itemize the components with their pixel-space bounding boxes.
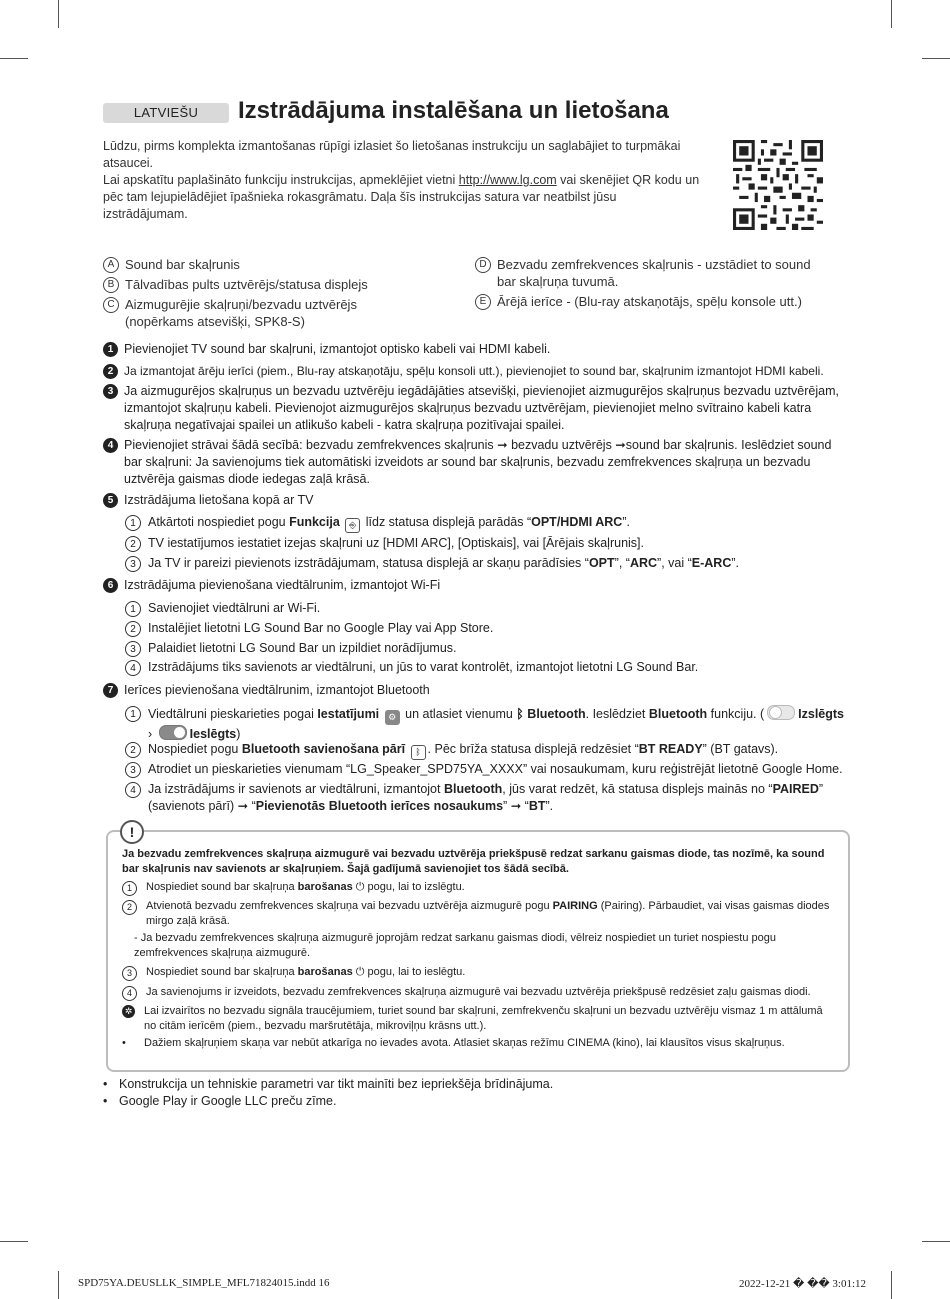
crop-mark [891,0,892,28]
legend-key: B [103,277,119,293]
sub-text: Instalējiet lietotni LG Sound Bar no Google Play vai App Store. [148,621,494,635]
sub-text: Atrodiet un pieskarieties vienumam “LG_Speaker_SPD75YA_XXXX” vai nosaukumam, kuru reģistrējāt lietotnē Google Home. [148,762,843,776]
sub-number: 3 [122,966,137,981]
bullet-text: Konstrukcija un tehniskie parametri var tikt mainīti bez iepriekšēja brīdinājuma. [119,1077,554,1091]
legend-right [475,256,825,313]
text-part: funkciju. ( [707,707,765,721]
language-tab: LATVIEŠU [103,103,229,123]
sub-number: 1 [125,706,141,722]
step-heading: Izstrādājuma lietošana kopā ar TV [124,493,314,507]
step-text [124,437,848,488]
legend-key: D [475,257,491,273]
settings-icon: ⚙ [385,710,400,725]
step-6-sub-4 [125,659,845,676]
bottom-bullet [103,1093,336,1110]
footer-file-info: SPD75YA.DEUSLLK_SIMPLE_MFL71824015.indd 16 [78,1277,330,1289]
step-5-sub-1 [125,514,845,533]
note-intro: Ja bezvadu zemfrekvences skaļruņa aizmugurē vai bezvadu uztvērēja priekšpusē redzat sarkanu gaismas diode, tas nozīmē, ka sound bar skaļrunis nav savienots ar skaļruņiem. Šajā gadījumā savienojiet tos šādā secībā. [122,848,825,875]
arrow-right-icon: ➞ [615,438,626,452]
text-part: Ja TV ir pareizi pievienots izstrādājumam, statusa displejā ar skaņu parādīsies “ [148,556,589,570]
intro-paragraph-2 [103,172,703,223]
note-bullet [122,1036,834,1051]
legend-item [103,276,403,293]
intro-text: vai skenējiet QR kodu un pēc tam lejupielādējiet īpašnieka rokasgrāmatu. Daļa šīs instrukcijas satura var neatbilst jūsu izstrādājumam. [103,173,700,221]
warning-icon: ! [120,820,144,844]
step-6-sub-2 [125,620,845,637]
text-part: Nospiediet pogu [148,742,242,756]
legend-item [475,293,825,310]
legend-item [475,256,825,290]
step-text: Ja aizmugurējos skaļruņus un bezvadu uztvērēju iegādājāties atsevišķi, pievienojiet aizmugurējos skaļruņus bezvadu uztvērējam, izmantojot skaļruņu kabeli. Pievienojot aizmugurējos skaļruņus bezvadu uztvērējam, pievienojiet melno svītraino kabeli katra skaļruņa negatīvajai spailei un atlikušo kabeli - katra skaļruņa pozitīvajai spailei. [124,384,839,432]
step-number: 2 [103,364,118,379]
legend-item [103,296,403,330]
sub-text: Izstrādājums tiks savienots ar viedtālruni, un jūs to varat kontrolēt, izmantojot lietotni LG Sound Bar. [148,660,699,674]
legend-text: Sound bar skaļrunis [125,257,240,272]
text-part: Funkcija [289,515,340,529]
step-4 [103,437,848,488]
text-part: ARC [629,556,658,570]
sub-text [148,705,844,743]
sub-number: 1 [125,601,141,617]
step-number: 4 [103,438,118,453]
note-text: Lai izvairītos no bezvadu signāla traucējumiem, turiet sound bar skaļruni, zemfrekvenču skaļruni un bezvadu uztvērēju vismaz 1 m attālumā no citām ierīcēm (piem., bezvadu maršrutētāja, mikroviļņu krāsns utt.). [144,1005,823,1032]
step-6-sub-3 [125,640,845,657]
step-number: 3 [103,384,118,399]
note-step-1 [122,880,834,896]
step-7-sub-2 [125,741,845,760]
text-part: ” [503,799,511,813]
legend-text: Aizmugurējie skaļruņi/bezvadu uztvērējs (nopērkams atsevišķi, SPK8-S) [125,297,357,329]
note-tip [122,1004,834,1034]
text-part: ”. [731,556,739,570]
text-part: Bluetooth [443,782,503,796]
text-part: Pievienotās Bluetooth ierīces nosaukums [255,799,504,813]
intro-paragraph-1: Lūdzu, pirms komplekta izmantošanas rūpīgi izlasiet šo lietošanas instrukciju un saglabājiet to turpmākai atsaucei. [103,139,681,170]
step-text-part: Pievienojiet strāvai šādā secībā: bezvadu zemfrekvences skaļrunis [124,438,498,452]
crop-mark [58,1271,59,1299]
text-part: ) [236,727,241,741]
sub-number: 2 [125,742,141,758]
text-part: ”, “ [614,556,630,570]
text-part: ”. [622,515,630,529]
text-part: Izslēgts [798,707,845,721]
note-text [146,899,834,929]
sub-text [148,741,778,760]
text-part: Bluetooth [648,707,708,721]
text-part: pogu, lai to izslēgtu. [364,881,465,893]
step-7-sub-3 [125,761,845,778]
sub-number: 4 [125,782,141,798]
text-part: ” (savienots pārī) [148,782,824,813]
text-part: Iestatījumi [317,707,380,721]
crop-mark [0,58,28,59]
text-part: Bluetooth savienošana pārī [241,742,406,756]
crop-mark [922,1241,950,1242]
note-step-4 [122,985,834,1001]
step-number: 5 [103,493,118,508]
step-heading: Izstrādājuma pievienošana viedtālrunim, izmantojot Wi-Fi [124,578,441,592]
power-icon: ⏻ [355,966,365,978]
sub-number: 2 [125,536,141,552]
note-text: Ja savienojums ir izveidots, bezvadu zemfrekvences skaļruņa aizmugurē vai bezvadu uztvērēja priekšpusē redzēsiet zaļu gaismas diodi. [146,986,811,998]
note-text [146,880,465,895]
note-dash-text: - Ja bezvadu zemfrekvences skaļruņa aizmugurē joprojām redzat sarkanu gaismas diodi, vēlreiz nospiediet un turiet nospiestu pogu zemfrekvences skaļruņa aizmugurē. [134,932,777,959]
bluetooth-pair-icon: ᛒ [411,745,426,760]
step-5 [103,492,848,509]
bottom-bullet [103,1076,553,1093]
crop-mark [0,1241,28,1242]
text-part: (Pairing). Pārbaudiet, vai visas gaismas diodes mirgo zaļā krāsā. [146,900,830,927]
arrow-right-icon: ➞ [510,799,522,813]
lg-website-link[interactable]: http://www.lg.com [458,173,557,187]
sub-number: 3 [125,556,141,572]
page-title: Izstrādājuma instalēšana un lietošana [238,97,669,124]
text-part: Nospiediet sound bar skaļruņa [146,881,298,893]
bullet-icon: • [122,1037,126,1049]
legend-left [103,256,403,333]
legend-text: Bezvadu zemfrekvences skaļrunis - uzstādiet to sound bar skaļruņa tuvumā. [497,257,811,289]
step-3 [103,383,848,434]
sub-text [148,781,845,815]
text-part: Atkārtoti nospiediet pogu [148,515,290,529]
toggle-off-icon [767,705,795,720]
step-text-part: sound bar skaļrunis. Ieslēdziet sound bar skaļruni: Ja savienojums tiek automātiski izveidots ar sound bar skaļrunis, bezvadu zemfrekvences skaļruņa un bezvadu uztvērēja gaismas diode iedegas zaļā krāsā. [124,438,832,486]
legend-text: Tālvadības pults uztvērējs/statusa displejs [125,277,368,292]
qr-code-icon [733,140,823,230]
sub-number: 3 [125,641,141,657]
bullet-icon: • [103,1094,108,1108]
text-part: PAIRING [552,900,598,912]
text-part: ”, vai “ [657,556,692,570]
step-text: Pievienojiet TV sound bar skaļruni, izmantojot optisko kabeli vai HDMI kabeli. [124,342,551,356]
intro-text: Lai apskatītu paplašināto funkciju instrukcijas, apmeklējiet vietni [103,173,459,187]
tip-icon: ✲ [122,1005,135,1018]
step-6-sub-1 [125,600,845,617]
note-text: Dažiem skaļruņiem skaņa var nebūt atkarīga no ievades avota. Atlasiet skaņas režīmu CINEMA (kino), lai klausītos visus skaļruņus. [144,1037,785,1049]
step-number: 7 [103,683,118,698]
text-part: ” (BT gatavs). [702,742,779,756]
text-part: PAIRED [772,782,819,796]
text-part: Nospiediet sound bar skaļruņa [146,966,298,978]
sub-number: 4 [122,986,137,1001]
bullet-text: Google Play ir Google LLC preču zīme. [119,1094,337,1108]
crop-mark [58,0,59,28]
note-step-2 [122,899,834,929]
text-part: Ja izstrādājums ir savienots ar viedtālruni, izmantojot [148,782,444,796]
note-step-3 [122,965,834,981]
step-1 [103,341,848,358]
legend-key: A [103,257,119,273]
sub-text: TV iestatījumos iestatiet izejas skaļruni uz [HDMI ARC], [Optiskais], vai [Ārējais skaļrunis]. [148,536,644,550]
note-text [146,965,465,980]
step-6 [103,577,848,594]
step-heading: Ierīces pievienošana viedtālrunim, izmantojot Bluetooth [124,683,430,697]
step-7-sub-4 [125,781,845,815]
sub-text [148,555,739,572]
step-5-sub-3 [125,555,845,572]
sub-text: Palaidiet lietotni LG Sound Bar un izpildiet norādījumus. [148,641,457,655]
text-part: Atvienotā bezvadu zemfrekvences skaļruņa vai bezvadu uztvērēja aizmugurē pogu [146,900,553,912]
step-number: 1 [103,342,118,357]
text-part: OPT [588,556,615,570]
text-part: “ [248,799,256,813]
text-part: “ [521,799,529,813]
text-part: BT READY [638,742,703,756]
text-part: barošanas [297,966,353,978]
legend-key: E [475,294,491,310]
text-part: BT [528,799,546,813]
text-part: barošanas [297,881,353,893]
bluetooth-icon: ᛒ [516,707,524,721]
text-part: . Pēc brīža statusa displejā redzēsiet “ [427,742,639,756]
text-part: . Ieslēdziet [585,707,649,721]
text-part: E-ARC [691,556,732,570]
text-part: un atlasiet vienumu [401,707,517,721]
crop-mark [922,58,950,59]
sub-number: 1 [125,515,141,531]
step-text-part: bezvadu uztvērējs [507,438,616,452]
arrow-right-icon: ➞ [497,438,508,452]
text-part: › [148,727,156,741]
step-text: Ja izmantojat ārēju ierīci (piem., Blu-ray atskaņotāju, spēļu konsoli utt.), pievienojiet to sound bar, skaļrunim izmantojot HDMI kabeli. [124,364,824,378]
step-5-sub-2 [125,535,845,552]
step-7 [103,682,848,699]
sub-number: 1 [122,881,137,896]
legend-key: C [103,297,119,313]
text-part: pogu, lai to ieslēgtu. [364,966,466,978]
crop-mark [891,1271,892,1299]
function-button-icon: ⎆ [345,518,360,533]
step-7-sub-1 [125,705,845,743]
arrow-right-icon: ➞ [237,799,249,813]
text-part: OPT/HDMI ARC [531,515,623,529]
text-part: Viedtālruni pieskarieties pogai [148,707,318,721]
legend-item [103,256,403,273]
bullet-icon: • [103,1077,108,1091]
sub-text: Savienojiet viedtālruni ar Wi-Fi. [148,601,321,615]
toggle-on-icon [159,725,187,740]
sub-number: 4 [125,660,141,676]
footer-timestamp: 2022-12-21 � �� 3:01:12 [738,1278,866,1290]
sub-number: 2 [125,621,141,637]
legend-text: Ārējā ierīce - (Blu-ray atskaņotājs, spēļu konsole utt.) [497,294,802,309]
text-part: , jūs varat redzēt, kā statusa displejs mainās no “ [502,782,773,796]
text-part: ”. [545,799,554,813]
text-part: Bluetooth [527,707,586,721]
text-part: līdz statusa displejā parādās “ [362,515,532,529]
step-2 [103,363,848,380]
sub-number: 3 [125,762,141,778]
sub-text [148,514,630,533]
text-part: Ieslēgts [189,727,237,741]
sub-number: 2 [122,900,137,915]
step-number: 6 [103,578,118,593]
power-icon: ⏻ [355,881,365,893]
